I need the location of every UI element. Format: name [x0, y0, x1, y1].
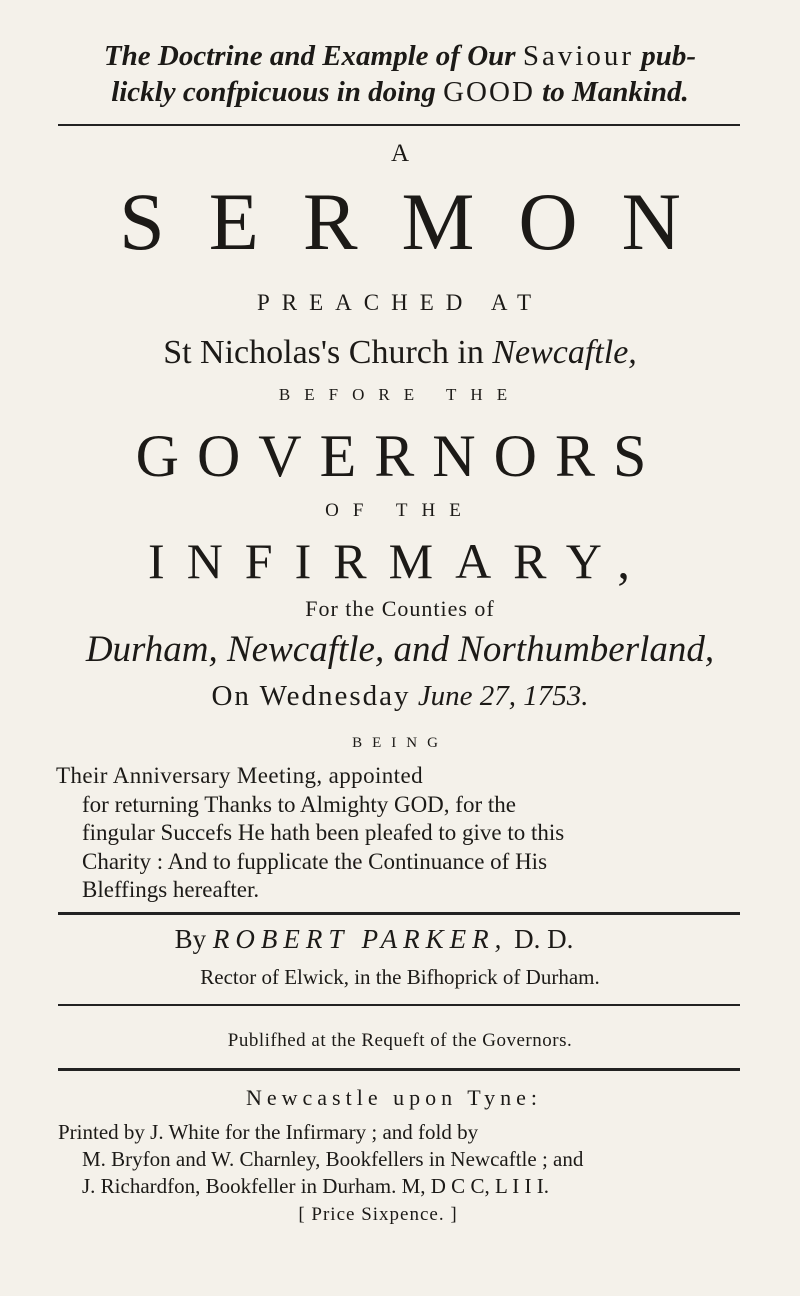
title-infirmary: INFIRMARY, [148, 533, 652, 589]
counties-line: Durham, Newcaftle, and Northumberland, [85, 629, 715, 670]
occasion-paragraph: Their Anniversary Meeting, appointed for returning Thanks to Almighty GOD, for the fingular Succefs He hath been pleafed to give to this Charity : And to fupplicate the Continuance of His Bleffings hereafter. [56, 763, 565, 902]
title-governors: GOVERNORS [135, 423, 665, 489]
imprint-paragraph: Printed by J. White for the Infirmary ; and fold by M. Bryfon and W. Charnley, Bookfellers in Newcaftle ; and J. Richardfon, Bookfeller in Durham. M, D C C, L I I I. [58, 1120, 584, 1198]
preached-at: PREACHED AT [257, 290, 543, 315]
divider-rule-3 [58, 1068, 740, 1071]
for-counties: For the Counties of [305, 596, 495, 621]
church-line: St Nicholas's Church in Newcaftle, [163, 334, 637, 371]
epigraph-line-2: lickly confpicuous in doing GOOD to Mankind. [111, 76, 689, 108]
author-office: Rector of Elwick, in the Bifhoprick of Durham. [200, 965, 600, 989]
price-line: [ Price Sixpence. ] [298, 1204, 458, 1225]
divider-rule-thick [58, 912, 740, 915]
publication-note: Publifhed at the Requeft of the Governors. [227, 1030, 573, 1051]
author-line: By ROBERT PARKER, D. D. [174, 924, 574, 954]
title-article: A [390, 140, 410, 167]
title-sermon: SERMON [119, 176, 725, 267]
imprint-place: Newcastle upon Tyne: [245, 1085, 542, 1110]
before-the: BEFORE THE [278, 385, 522, 404]
epigraph-line-1: The Doctrine and Example of Our Saviour pub- [103, 40, 697, 72]
divider-rule [58, 124, 740, 126]
of-the: OF THE [325, 500, 475, 521]
divider-rule-2 [58, 1004, 740, 1006]
date-line: On Wednesday June 27, 1753. [211, 680, 589, 712]
being-label: BEING [352, 735, 448, 751]
